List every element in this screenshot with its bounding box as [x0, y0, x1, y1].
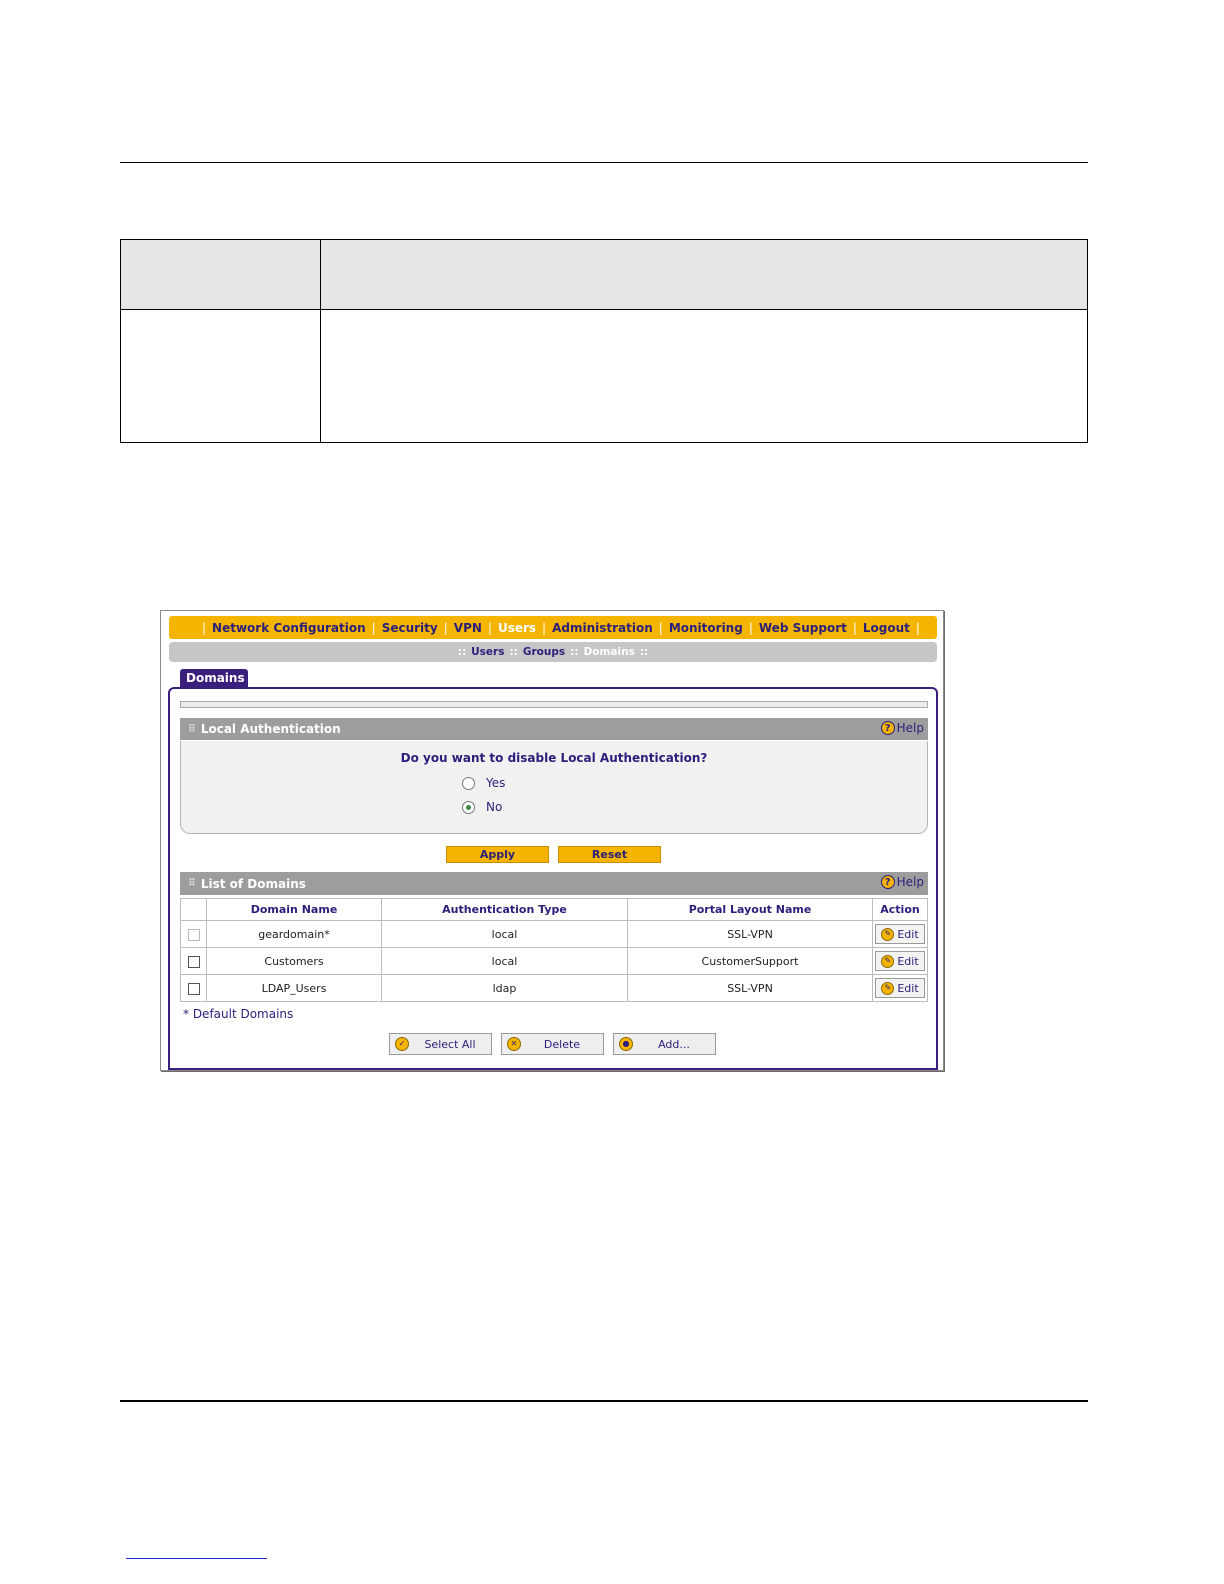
pencil-icon: ✎ [881, 982, 894, 995]
add-icon: ● [619, 1037, 633, 1051]
edit-label: Edit [897, 981, 919, 995]
row-checkbox[interactable] [188, 956, 200, 968]
menu-separator: | [658, 620, 663, 635]
auth-type-cell: ldap [382, 975, 628, 1002]
grip-icon: ⠿ [188, 723, 195, 735]
add-label: Add... [658, 1037, 690, 1051]
list-of-domains-help-link[interactable] [881, 875, 924, 889]
menu-web-support[interactable]: Web Support [758, 620, 847, 635]
help-icon: ? [881, 875, 895, 889]
menu-separator: | [852, 620, 857, 635]
radio-yes[interactable] [462, 777, 475, 790]
select-all-label: Select All [424, 1037, 476, 1051]
document-table [120, 239, 1088, 443]
local-authentication-box [180, 741, 928, 834]
menu-separator: | [542, 620, 547, 635]
table-row [181, 948, 928, 975]
row-checkbox [188, 929, 200, 941]
checkmark-icon: ✓ [395, 1037, 409, 1051]
document-table-header-cell-1 [121, 240, 321, 310]
menu-monitoring[interactable]: Monitoring [668, 620, 743, 635]
menu-vpn[interactable]: VPN [453, 620, 482, 635]
column-header-select [181, 899, 207, 921]
document-table-cell-1 [121, 310, 321, 443]
bottom-rule [120, 1400, 1088, 1402]
pencil-icon: ✎ [881, 928, 894, 941]
help-label: Help [896, 721, 924, 735]
reset-button[interactable]: Reset [558, 846, 661, 863]
row-checkbox-cell [181, 921, 207, 948]
document-table-row [121, 310, 1088, 443]
menu-security[interactable]: Security [381, 620, 438, 635]
delete-button[interactable] [501, 1033, 604, 1055]
menu-separator: | [487, 620, 492, 635]
edit-button[interactable] [875, 951, 925, 971]
submenu-bar [169, 642, 937, 662]
column-header-action: Action [873, 899, 928, 921]
edit-button[interactable] [875, 924, 925, 944]
menu-network-configuration[interactable]: Network Configuration [212, 620, 366, 635]
edit-button[interactable] [875, 978, 925, 998]
document-table-header-row [121, 240, 1088, 310]
footer-link-underline [126, 1558, 267, 1559]
row-checkbox-cell [181, 948, 207, 975]
menu-separator: | [371, 620, 376, 635]
table-row [181, 975, 928, 1002]
row-checkbox[interactable] [188, 983, 200, 995]
menu-separator: | [443, 620, 448, 635]
edit-label: Edit [897, 927, 919, 941]
menu-separator: | [748, 620, 753, 635]
table-row [181, 921, 928, 948]
grip-icon: ⠿ [188, 878, 195, 889]
domains-panel [168, 687, 938, 1070]
help-label: Help [896, 875, 924, 889]
list-of-domains-header [180, 872, 928, 895]
top-rule [120, 162, 1088, 163]
radio-no-label: No [486, 800, 503, 814]
message-bar [180, 701, 928, 708]
document-table-cell-2 [321, 310, 1088, 443]
menu-administration[interactable]: Administration [552, 620, 653, 635]
local-authentication-help-link[interactable] [881, 721, 924, 735]
local-authentication-title: Local Authentication [200, 722, 341, 736]
submenu-users[interactable]: Users [471, 646, 505, 658]
submenu-separator: :: [509, 646, 518, 658]
column-header-portal-layout-name: Portal Layout Name [628, 899, 873, 921]
action-cell [873, 921, 928, 948]
portal-layout-cell: SSL-VPN [628, 921, 873, 948]
local-authentication-header [180, 718, 928, 740]
radio-yes-label: Yes [486, 776, 506, 790]
auth-type-cell: local [382, 921, 628, 948]
help-icon: ? [881, 721, 895, 735]
apply-button[interactable]: Apply [446, 846, 549, 863]
submenu-groups[interactable]: Groups [522, 646, 566, 658]
menu-logout[interactable]: Logout [862, 620, 910, 635]
action-cell [873, 975, 928, 1002]
submenu-separator: :: [457, 646, 467, 658]
portal-layout-cell: SSL-VPN [628, 975, 873, 1002]
domains-screenshot [160, 610, 944, 1071]
main-menu-bar [169, 616, 937, 639]
disable-local-auth-question: Do you want to disable Local Authentication? [400, 751, 708, 765]
radio-no[interactable] [462, 801, 475, 814]
submenu-separator: :: [570, 646, 579, 658]
action-cell [873, 948, 928, 975]
edit-label: Edit [897, 954, 919, 968]
menu-separator: | [202, 620, 207, 635]
domains-table [180, 898, 928, 1002]
document-table-header-cell-2 [321, 240, 1088, 310]
tab-domains[interactable]: Domains [180, 669, 248, 688]
domains-table-header-row [181, 899, 928, 921]
delete-x-icon: ✕ [507, 1037, 521, 1051]
domain-name-cell: Customers [207, 948, 382, 975]
add-button[interactable] [613, 1033, 716, 1055]
column-header-authentication-type: Authentication Type [382, 899, 628, 921]
pencil-icon: ✎ [881, 955, 894, 968]
menu-separator: | [915, 620, 920, 635]
radio-option-no[interactable] [462, 800, 502, 814]
domain-name-cell: geardomain* [207, 921, 382, 948]
menu-users[interactable]: Users [497, 620, 537, 635]
column-header-domain-name: Domain Name [207, 899, 382, 921]
submenu-domains[interactable]: Domains [583, 646, 635, 658]
radio-option-yes[interactable] [462, 776, 505, 790]
list-of-domains-title: List of Domains [200, 876, 306, 891]
domain-name-cell: LDAP_Users [207, 975, 382, 1002]
select-all-button[interactable] [389, 1033, 492, 1055]
row-checkbox-cell [181, 975, 207, 1002]
submenu-separator: :: [639, 646, 649, 658]
portal-layout-cell: CustomerSupport [628, 948, 873, 975]
default-domains-note: * Default Domains [183, 1007, 294, 1021]
delete-label: Delete [543, 1037, 581, 1051]
auth-type-cell: local [382, 948, 628, 975]
